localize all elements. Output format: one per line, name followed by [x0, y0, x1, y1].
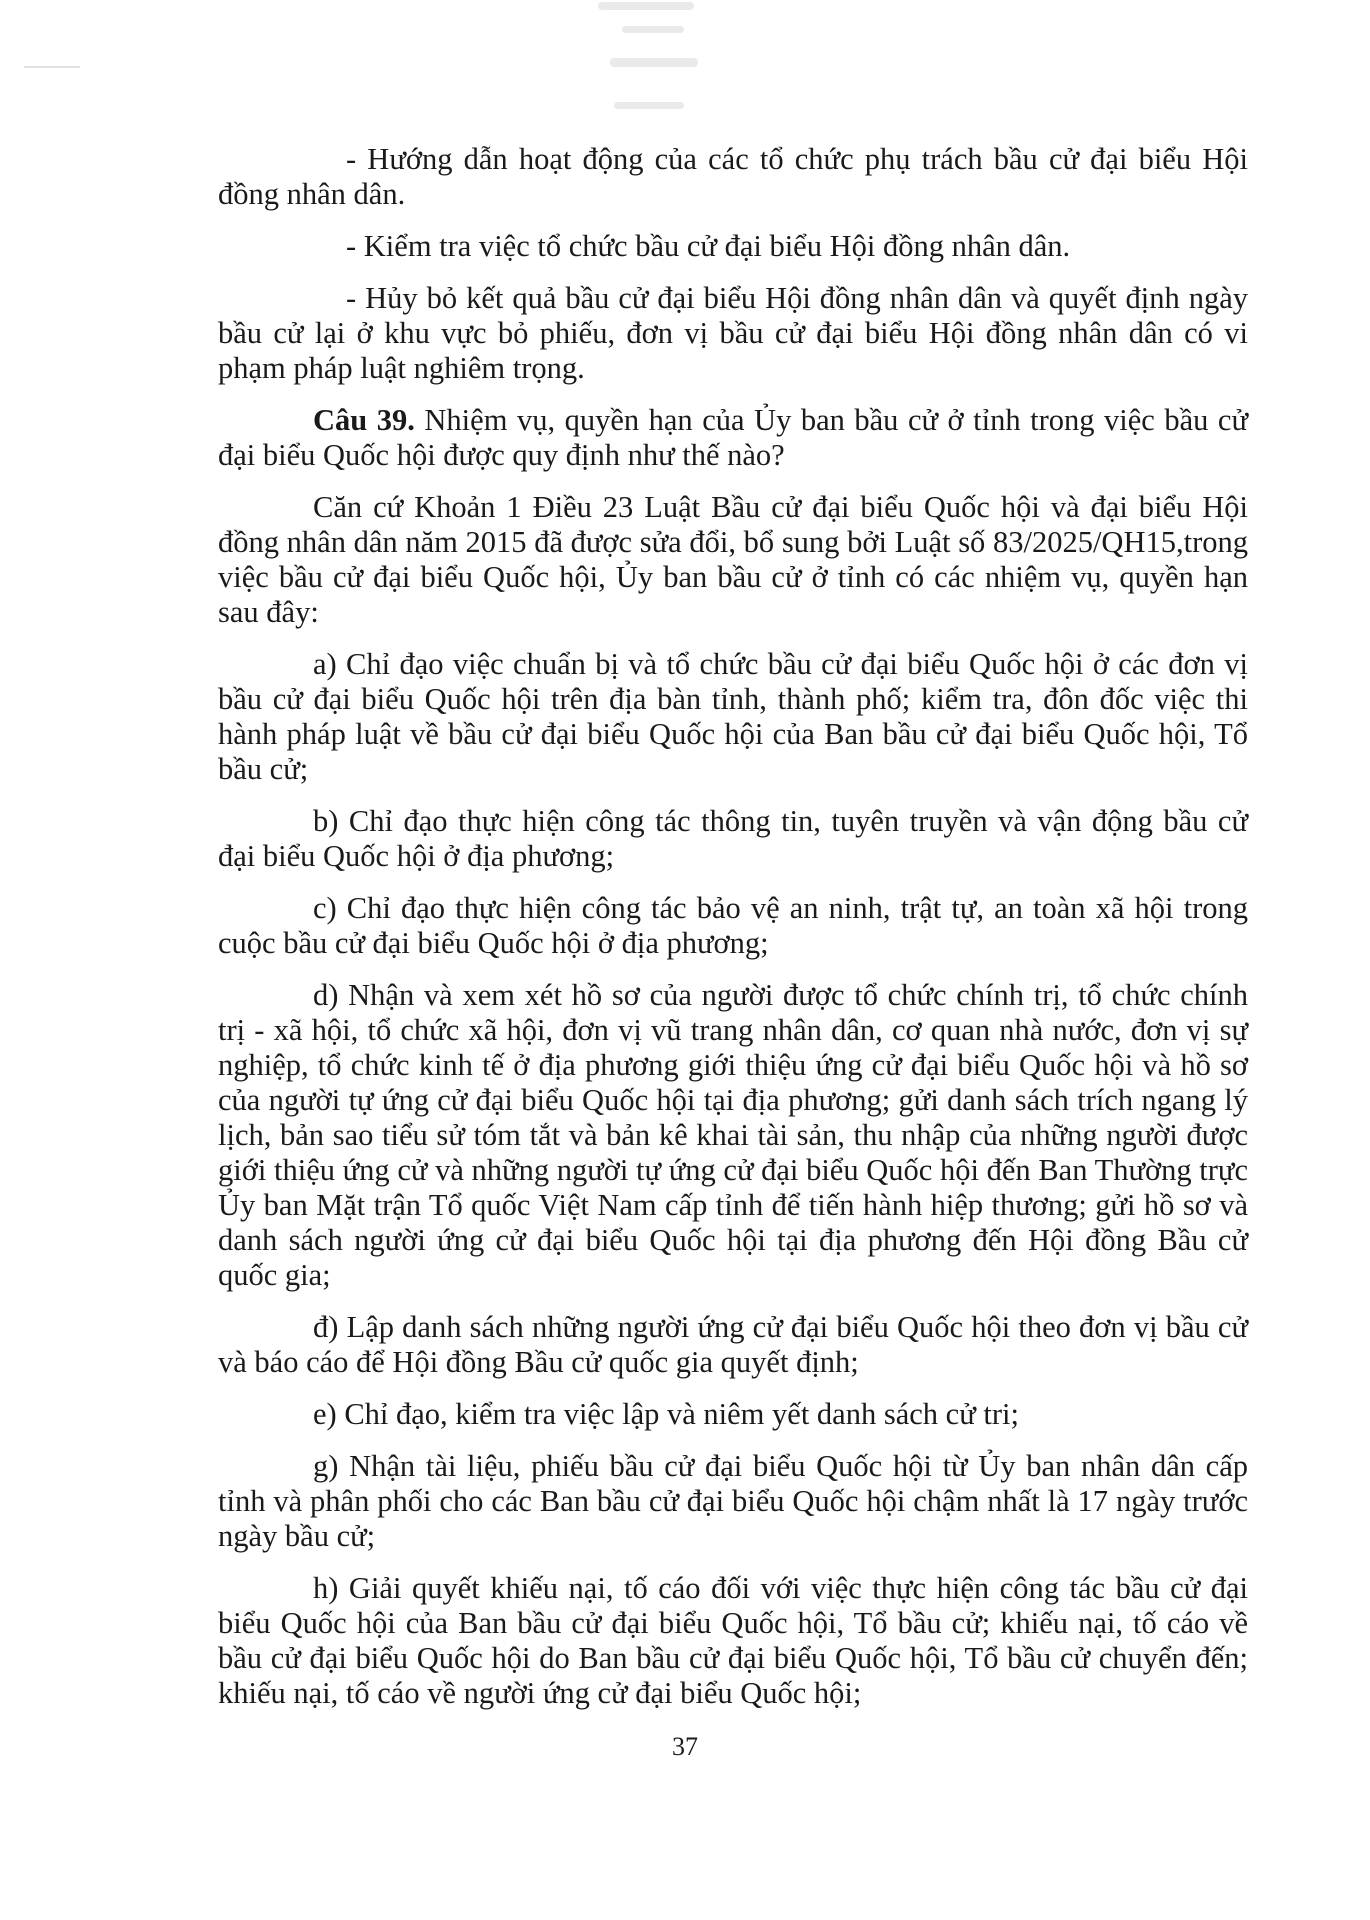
item-d: d) Nhận và xem xét hồ sơ của người được tổ chức chính trị, tổ chức chính trị - xã hội, tổ chức xã hội, đơn vị vũ trang nhân dân, cơ quan nhà nước, đơn vị sự nghiệp, tổ chức kinh tế ở địa phương giới thiệu ứng cử đại biểu Quốc hội và hồ sơ của người tự ứng cử đại biểu Quốc hội tại địa phương; gửi danh sách trích ngang lý lịch, bản sao tiểu sử tóm tắt và bản kê khai tài sản, thu nhập của những người được giới thiệu ứng cử và những người tự ứng cử đại biểu Quốc hội đến Ban Thường trực Ủy ban Mặt trận Tổ quốc Việt Nam cấp tỉnh để tiến hành hiệp thương; gửi hồ sơ và danh sách người ứng cử đại biểu Quốc hội tại địa phương đến Hội đồng Bầu cử quốc gia; [218, 978, 1248, 1292]
question-label: Câu 39. [313, 403, 415, 437]
question-text: Nhiệm vụ, quyền hạn của Ủy ban bầu cử ở tỉnh trong việc bầu cử đại biểu Quốc hội được quy định như thế nào? [218, 403, 1248, 472]
item-b: b) Chỉ đạo thực hiện công tác thông tin, tuyên truyền và vận động bầu cử đại biểu Quốc hội ở địa phương; [218, 804, 1248, 873]
item-a: a) Chỉ đạo việc chuẩn bị và tổ chức bầu cử đại biểu Quốc hội ở các đơn vị bầu cử đại biểu Quốc hội trên địa bàn tỉnh, thành phố; kiểm tra, đôn đốc việc thi hành pháp luật về bầu cử đại biểu Quốc hội của Ban bầu cử đại biểu Quốc hội, Tổ bầu cử; [218, 647, 1248, 786]
item-h: h) Giải quyết khiếu nại, tố cáo đối với việc thực hiện công tác bầu cử đại biểu Quốc hội của Ban bầu cử đại biểu Quốc hội, Tổ bầu cử; khiếu nại, tố cáo về bầu cử đại biểu Quốc hội do Ban bầu cử đại biểu Quốc hội, Tổ bầu cử chuyển đến; khiếu nại, tố cáo về người ứng cử đại biểu Quốc hội; [218, 1571, 1248, 1710]
item-e: e) Chỉ đạo, kiểm tra việc lập và niêm yết danh sách cử tri; [313, 1397, 1019, 1431]
scan-bleed-through [570, 0, 740, 130]
scan-edge-mark [24, 66, 80, 68]
paragraph-annulment: - Hủy bỏ kết quả bầu cử đại biểu Hội đồng nhân dân và quyết định ngày bầu cử lại ở khu vực bỏ phiếu, đơn vị bầu cử đại biểu Hội đồng nhân dân có vi phạm pháp luật nghiêm trọng. [218, 281, 1248, 385]
paragraph-guidance: - Hướng dẫn hoạt động của các tổ chức phụ trách bầu cử đại biểu Hội đồng nhân dân. [218, 142, 1248, 211]
page-number: 37 [672, 1732, 698, 1761]
paragraph-legal-basis: Căn cứ Khoản 1 Điều 23 Luật Bầu cử đại biểu Quốc hội và đại biểu Hội đồng nhân dân năm 2015 đã được sửa đổi, bổ sung bởi Luật số 83/2025/QH15,trong việc bầu cử đại biểu Quốc hội, Ủy ban bầu cử ở tỉnh có các nhiệm vụ, quyền hạn sau đây: [218, 490, 1248, 629]
document-page [218, 142, 1248, 1728]
question-39 [218, 403, 1248, 473]
item-dd: đ) Lập danh sách những người ứng cử đại biểu Quốc hội theo đơn vị bầu cử và báo cáo để Hội đồng Bầu cử quốc gia quyết định; [218, 1310, 1248, 1379]
paragraph-inspection: - Kiểm tra việc tổ chức bầu cử đại biểu Hội đồng nhân dân. [346, 229, 1071, 263]
item-g: g) Nhận tài liệu, phiếu bầu cử đại biểu Quốc hội từ Ủy ban nhân dân cấp tỉnh và phân phối cho các Ban bầu cử đại biểu Quốc hội chậm nhất là 17 ngày trước ngày bầu cử; [218, 1449, 1248, 1553]
item-c: c) Chỉ đạo thực hiện công tác bảo vệ an ninh, trật tự, an toàn xã hội trong cuộc bầu cử đại biểu Quốc hội ở địa phương; [218, 891, 1248, 960]
